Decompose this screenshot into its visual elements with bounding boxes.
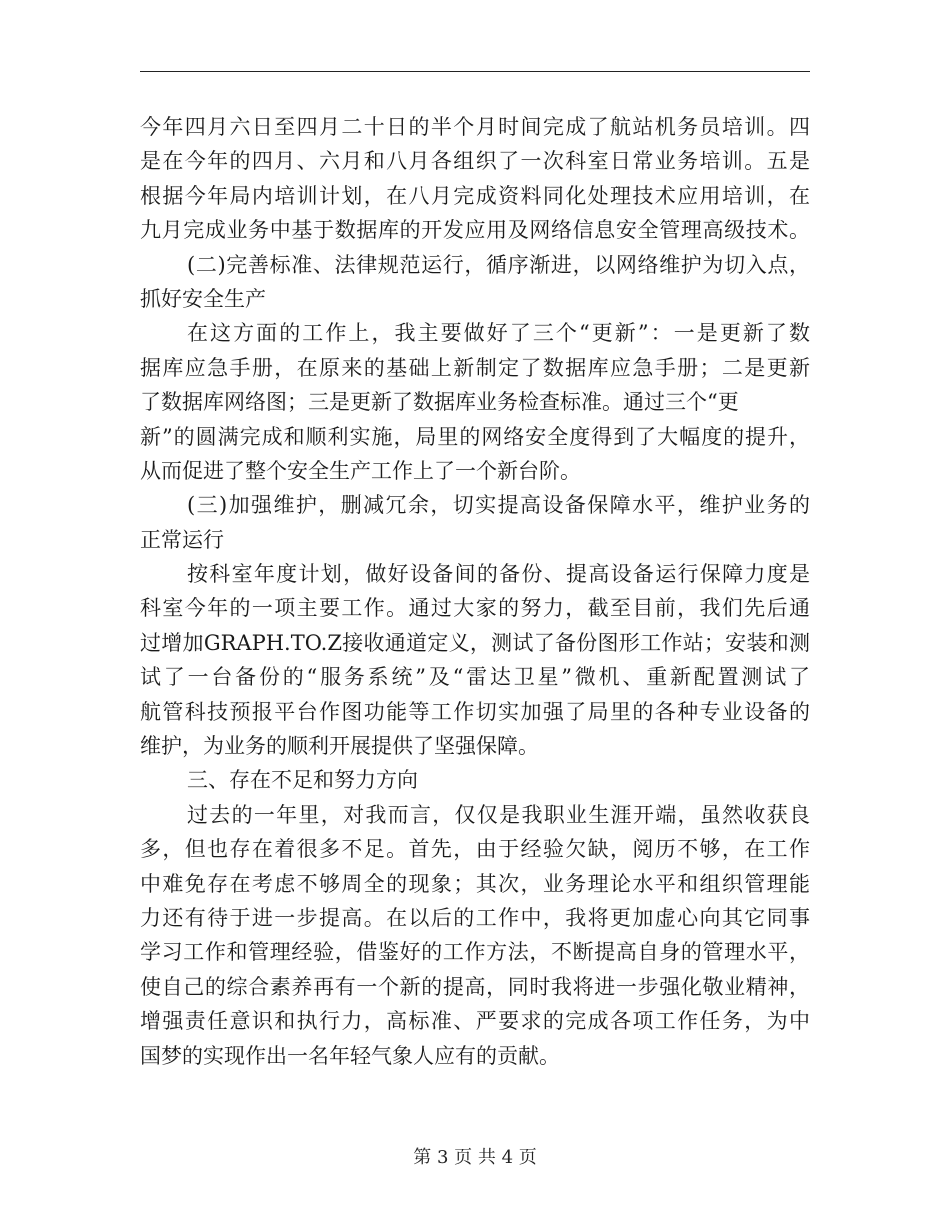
text-line: 今年四月六日至四月二十日的半个月时间完成了航站机务员培训。四 [140,115,810,139]
text-line: 过去的一年里，对我而言，仅仅是我职业生涯开端，虽然收获良 [187,802,810,827]
document-body [140,110,810,1073]
text-line: 在这方面的工作上，我主要做好了三个“更新”：一是更新了数 [187,321,810,346]
text-line: 国梦的实现作出一名年轻气象人应有的贡献。 [140,1043,560,1068]
text-line: 是在今年的四月、六月和八月各组织了一次科室日常业务培训。五是 [140,149,810,174]
text-line: 学习工作和管理经验，借鉴好的工作方法，不断提高自身的管理水平， [140,940,810,965]
text-line: 多，但也存在着很多不足。首先，由于经验欠缺，阅历不够，在工作 [140,837,810,862]
page-number-footer: 第 3 页 共 4 页 [413,1147,537,1168]
text-line: (三)加强维护，删减冗余，切实提高设备保障水平，维护业务的 [187,493,810,518]
header-rule [140,71,810,72]
text-line: 根据今年局内培训计划，在八月完成资料同化处理技术应用培训，在 [140,183,810,208]
text-line: 新”的圆满完成和顺利实施，局里的网络安全度得到了大幅度的提升， [140,424,810,449]
text-line: 科室今年的一项主要工作。通过大家的努力，截至目前，我们先后通 [140,596,810,621]
text-line: 增强责任意识和执行力，高标准、严要求的完成各项工作任务，为中 [140,1009,810,1034]
text-line: 中难免存在考虑不够周全的现象；其次，业务理论水平和组织管理能 [140,871,810,896]
text-line: 航管科技预报平台作图功能等工作切实加强了局里的各种专业设备的 [140,699,810,724]
text-line: 使自己的综合素养再有一个新的提高，同时我将进一步强化敬业精神， [140,974,810,999]
text-line: 力还有待于进一步提高。在以后的工作中，我将更加虚心向其它同事 [140,905,810,930]
text-line: 维护，为业务的顺利开展提供了坚强保障。 [140,734,539,759]
text-line: 过增加GRAPH.TO.Z接收通道定义，测试了备份图形工作站；安装和测 [140,630,810,655]
text-line: 按科室年度计划，做好设备间的备份、提高设备运行保障力度是 [187,562,810,587]
text-line: 试了一台备份的“服务系统”及“雷达卫星”微机、重新配置测试了 [140,665,810,690]
text-line: 九月完成业务中基于数据库的开发应用及网络信息安全管理高级技术。 [140,218,810,243]
text-line: 了数据库网络图；三是更新了数据库业务检查标准。通过三个“更 [140,390,739,415]
text-line: 从而促进了整个安全生产工作上了一个新台阶。 [140,458,581,483]
text-line: (二)完善标准、法律规范运行，循序渐进，以网络维护为切入点， [187,252,810,277]
text-line: 正常运行 [140,527,224,552]
text-line: 三、存在不足和努力方向 [187,768,418,793]
text-line: 据库应急手册，在原来的基础上新制定了数据库应急手册；二是更新 [140,355,810,380]
text-line: 抓好安全生产 [140,286,266,311]
